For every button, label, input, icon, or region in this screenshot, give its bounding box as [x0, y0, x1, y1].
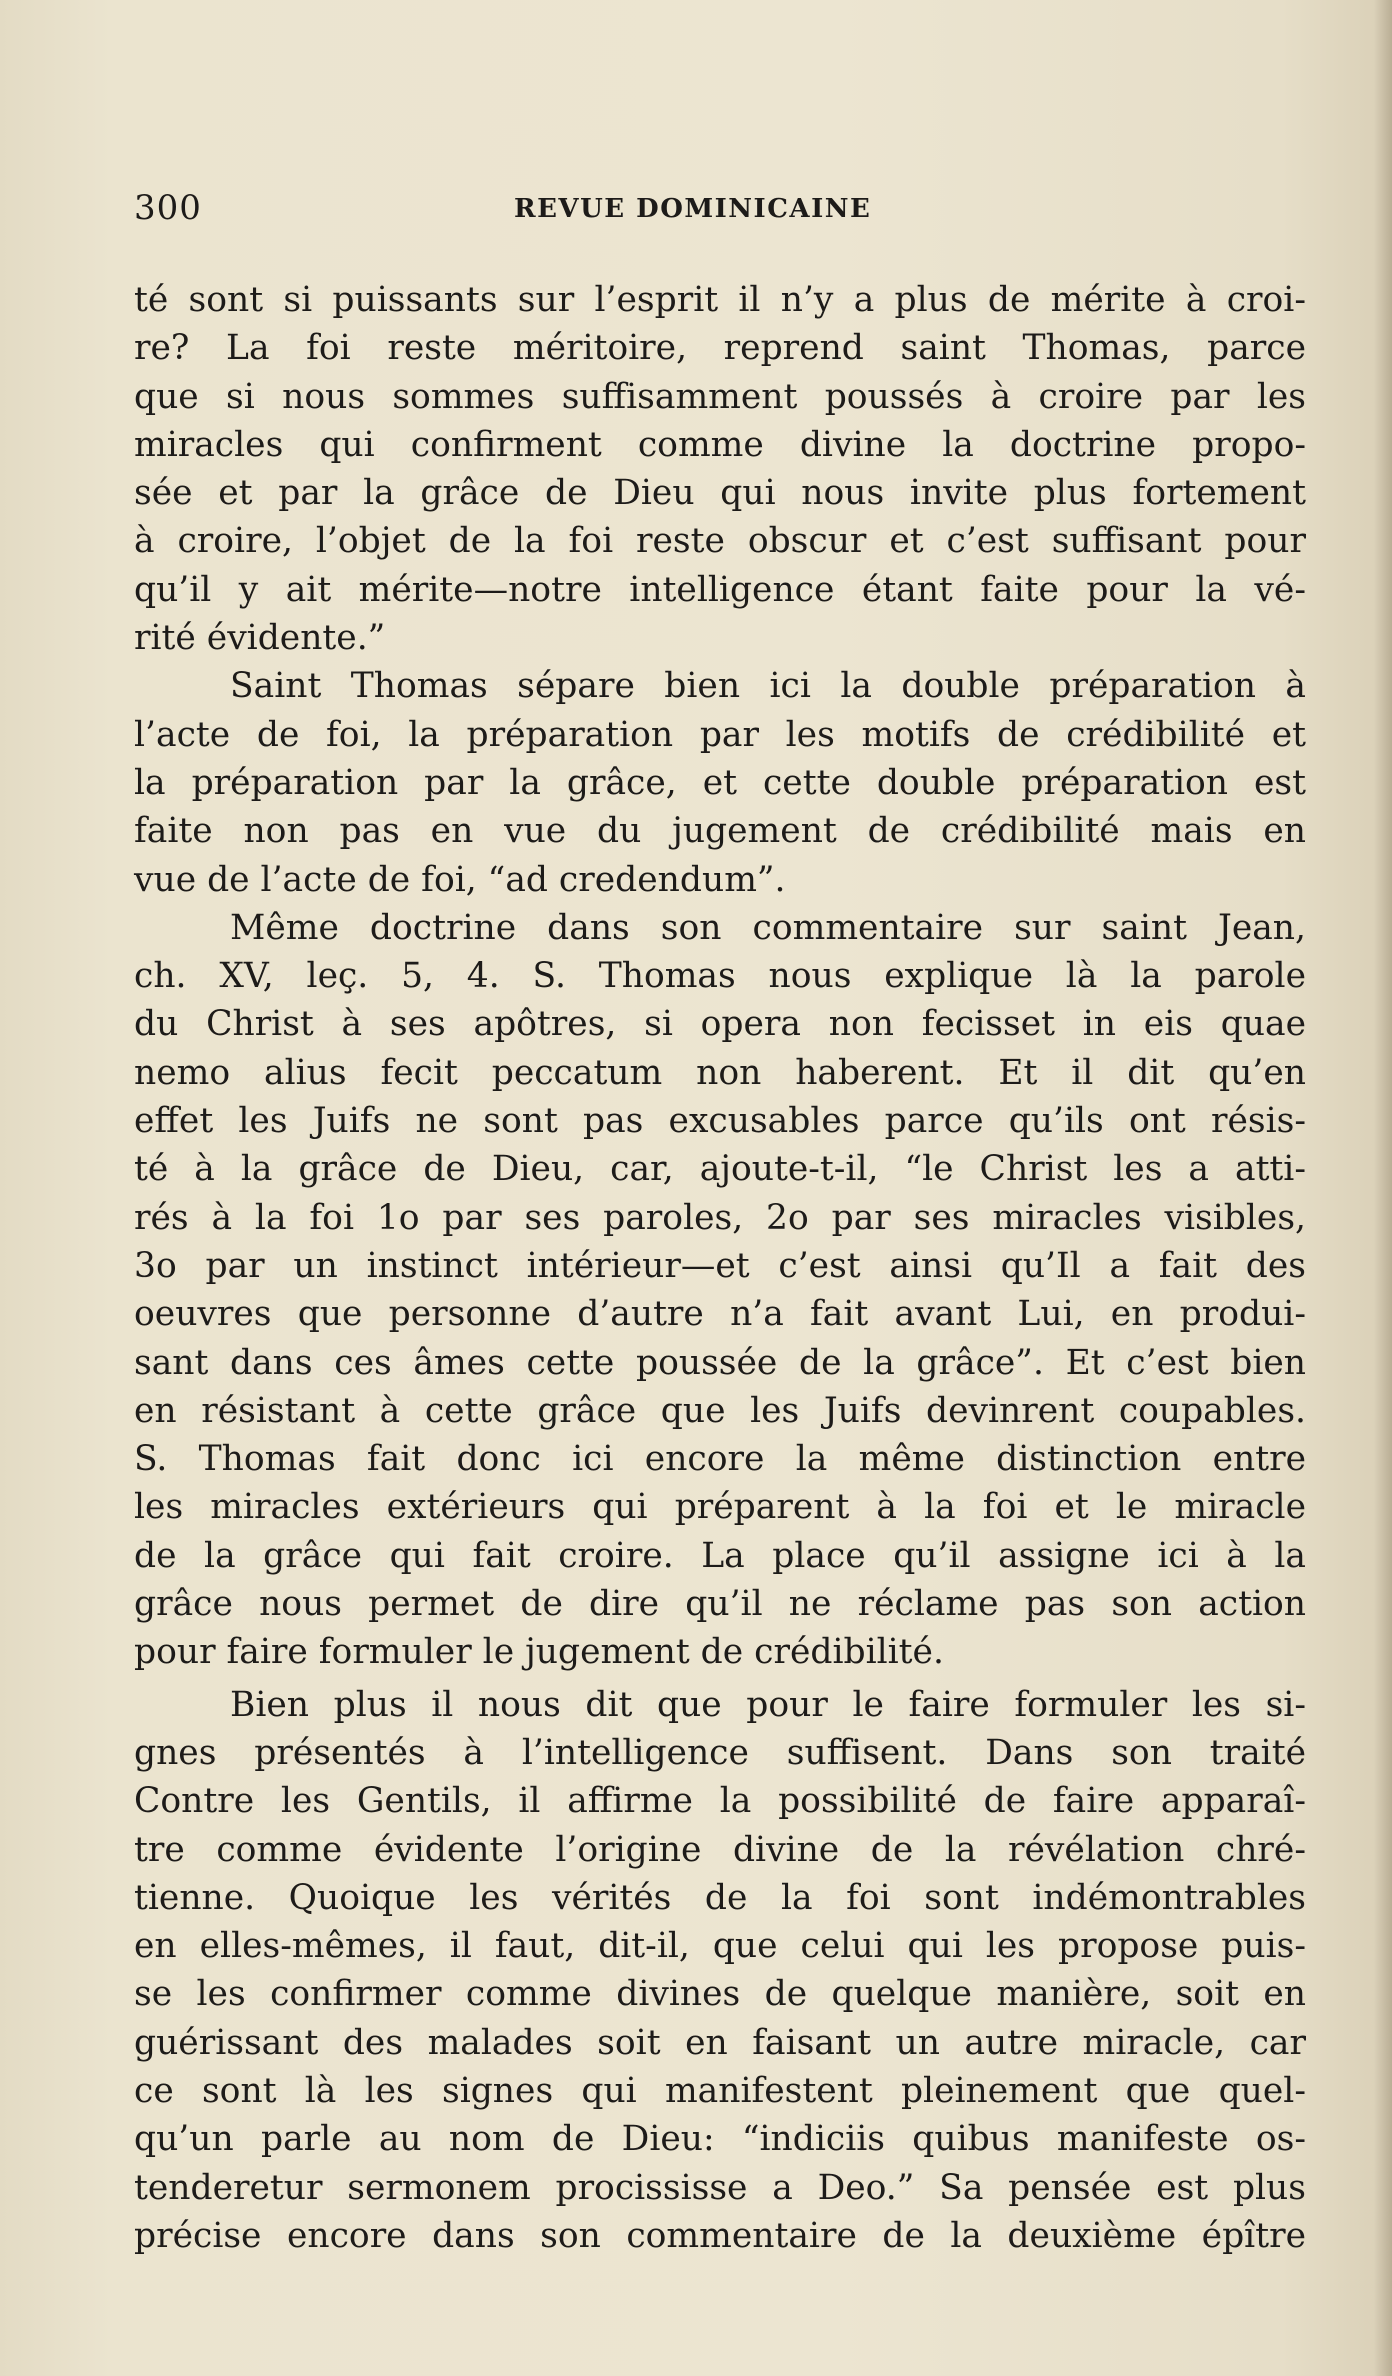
running-head: REVUE DOMINICAINE	[514, 194, 872, 224]
text-line: sée et par la grâce de Dieu qui nous invite plus fortement	[134, 473, 1306, 514]
text-line: rité évidente.”	[134, 618, 386, 659]
text-line: en résistant à cette grâce que les Juifs devinrent coupables.	[134, 1390, 1306, 1431]
text-line: grâce nous permet de dire qu’il ne réclame pas son action	[134, 1584, 1306, 1625]
text-line: ch. XV, leç. 5, 4. S. Thomas nous explique là la parole	[134, 956, 1306, 997]
text-line: rés à la foi 1o par ses paroles, 2o par ses miracles visibles,	[134, 1197, 1306, 1238]
text-line: té sont si puissants sur l’esprit il n’y a plus de mérite à croi-	[134, 280, 1306, 320]
page-number: 300	[134, 188, 202, 228]
text-line: oeuvres que personne d’autre n’a fait avant Lui, en produi-	[134, 1294, 1306, 1335]
text-line: tienne. Quoique les vérités de la foi sont indémontrables	[134, 1877, 1306, 1918]
text-line: miracles qui confirment comme divine la doctrine propo-	[134, 424, 1306, 465]
text-line: tre comme évidente l’origine divine de la révélation chré-	[134, 1829, 1306, 1870]
page-header	[134, 188, 1294, 234]
text-line: la préparation par la grâce, et cette double préparation est	[134, 762, 1306, 803]
text-line: S. Thomas fait donc ici encore la même distinction entre	[134, 1439, 1306, 1480]
text-line: Contre les Gentils, il affirme la possibilité de faire apparaî-	[134, 1781, 1306, 1822]
body-text	[134, 276, 1306, 2260]
text-line: que si nous sommes suffisamment poussés à croire par les	[134, 376, 1306, 417]
text-line: précise encore dans son commentaire de la deuxième épître	[134, 2215, 1306, 2256]
text-line: re? La foi reste méritoire, reprend saint Thomas, parce	[134, 328, 1306, 369]
text-line: qu’un parle au nom de Dieu: “indiciis quibus manifeste os-	[134, 2119, 1306, 2160]
text-line: les miracles extérieurs qui préparent à la foi et le miracle	[134, 1487, 1306, 1528]
text-line: Bien plus il nous dit que pour le faire formuler les si-	[230, 1684, 1306, 1725]
text-line: 3o par un instinct intérieur—et c’est ainsi qu’Il a fait des	[134, 1245, 1306, 1286]
text-line: té à la grâce de Dieu, car, ajoute-t-il, “le Christ les a atti-	[134, 1149, 1306, 1190]
page-edge-shadow	[1374, 0, 1392, 2376]
text-line: de la grâce qui fait croire. La place qu’il assigne ici à la	[134, 1535, 1306, 1576]
text-line: du Christ à ses apôtres, si opera non fecisset in eis quae	[134, 1004, 1306, 1045]
text-line: se les confirmer comme divines de quelque manière, soit en	[134, 1974, 1306, 2015]
text-line: guérissant des malades soit en faisant un autre miracle, car	[134, 2022, 1306, 2063]
text-line: l’acte de foi, la préparation par les motifs de crédibilité et	[134, 714, 1306, 755]
text-line: Saint Thomas sépare bien ici la double préparation à	[230, 666, 1306, 707]
text-line: Même doctrine dans son commentaire sur saint Jean,	[230, 907, 1306, 948]
text-line: tenderetur sermonem procississe a Deo.” Sa pensée est plus	[134, 2167, 1306, 2208]
text-line: nemo alius fecit peccatum non haberent. Et il dit qu’en	[134, 1052, 1306, 1093]
text-line: vue de l’acte de foi, “ad credendum”.	[134, 859, 786, 900]
text-line: à croire, l’objet de la foi reste obscur et c’est suffisant pour	[134, 521, 1306, 562]
text-line: faite non pas en vue du jugement de crédibilité mais en	[134, 811, 1306, 852]
text-line: qu’il y ait mérite—notre intelligence étant faite pour la vé-	[134, 569, 1306, 610]
text-line: sant dans ces âmes cette poussée de la grâce”. Et c’est bien	[134, 1342, 1306, 1383]
text-line: ce sont là les signes qui manifestent pleinement que quel-	[134, 2070, 1306, 2111]
text-line: gnes présentés à l’intelligence suffisent. Dans son traité	[134, 1732, 1306, 1773]
text-line: pour faire formuler le jugement de crédibilité.	[134, 1632, 944, 1673]
text-line: en elles-mêmes, il faut, dit-il, que celui qui les propose puis-	[134, 1926, 1306, 1967]
text-line: effet les Juifs ne sont pas excusables parce qu’ils ont résis-	[134, 1101, 1306, 1142]
